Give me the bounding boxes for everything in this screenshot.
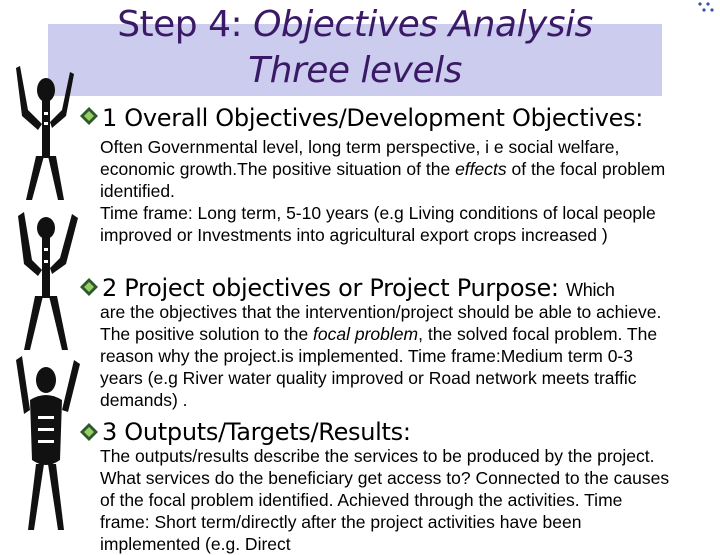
corner-dots-decoration <box>696 0 716 16</box>
section-2-body <box>100 301 675 411</box>
tribal-figures-decoration <box>8 60 88 540</box>
section-1-body <box>100 136 675 246</box>
diamond-bullet-icon <box>79 422 99 442</box>
title-emphasis: Objectives Analysis <box>253 4 593 45</box>
section-3-body <box>100 445 675 555</box>
page-title <box>48 2 662 94</box>
section-2-heading-tail: Which <box>566 280 615 300</box>
section-1-timeframe: Time frame: Long term, 5-10 years (e.g Living conditions of local people improved or Investments into agricultural export crops increased ) <box>100 203 656 245</box>
diamond-bullet-icon <box>79 106 99 126</box>
diamond-bullet-icon <box>79 277 99 297</box>
section-1-text-a: Often Governmental level, long term perspective, i e social welfare, economic growth.The positive situation of the <box>100 137 620 179</box>
title-subtitle: Three levels <box>248 50 462 91</box>
section-2-heading <box>102 274 615 304</box>
section-3-text: The outputs/results describe the services to be produced by the project. What services do the beneficiary get access to? Connected to the causes of the focal problem identified. Achieved through the activities. Time frame: Short term/directly after the project activities have been implemented (e.g. Direct <box>100 446 670 554</box>
section-1-emphasis: effects <box>455 159 507 179</box>
section-1-text-b: of the focal problem identified. <box>100 159 666 201</box>
section-2-heading-text: 2 Project objectives or Project Purpose: <box>102 274 559 302</box>
section-2-emphasis: focal problem <box>313 324 419 344</box>
section-2-text-a: are the objectives that the intervention/project should be able to achieve. The positive solution to the <box>100 302 662 344</box>
section-3-heading: 3 Outputs/Targets/Results: <box>102 418 411 446</box>
title-prefix: Step 4: <box>117 4 254 45</box>
section-2-text-b: , the solved focal problem. The reason why the project.is implemented. Time frame:Medium term 0-3 years (e.g River water quality improved or Road network meets traffic demands) . <box>100 324 658 410</box>
section-1-heading: 1 Overall Objectives/Development Objectives: <box>102 104 644 132</box>
